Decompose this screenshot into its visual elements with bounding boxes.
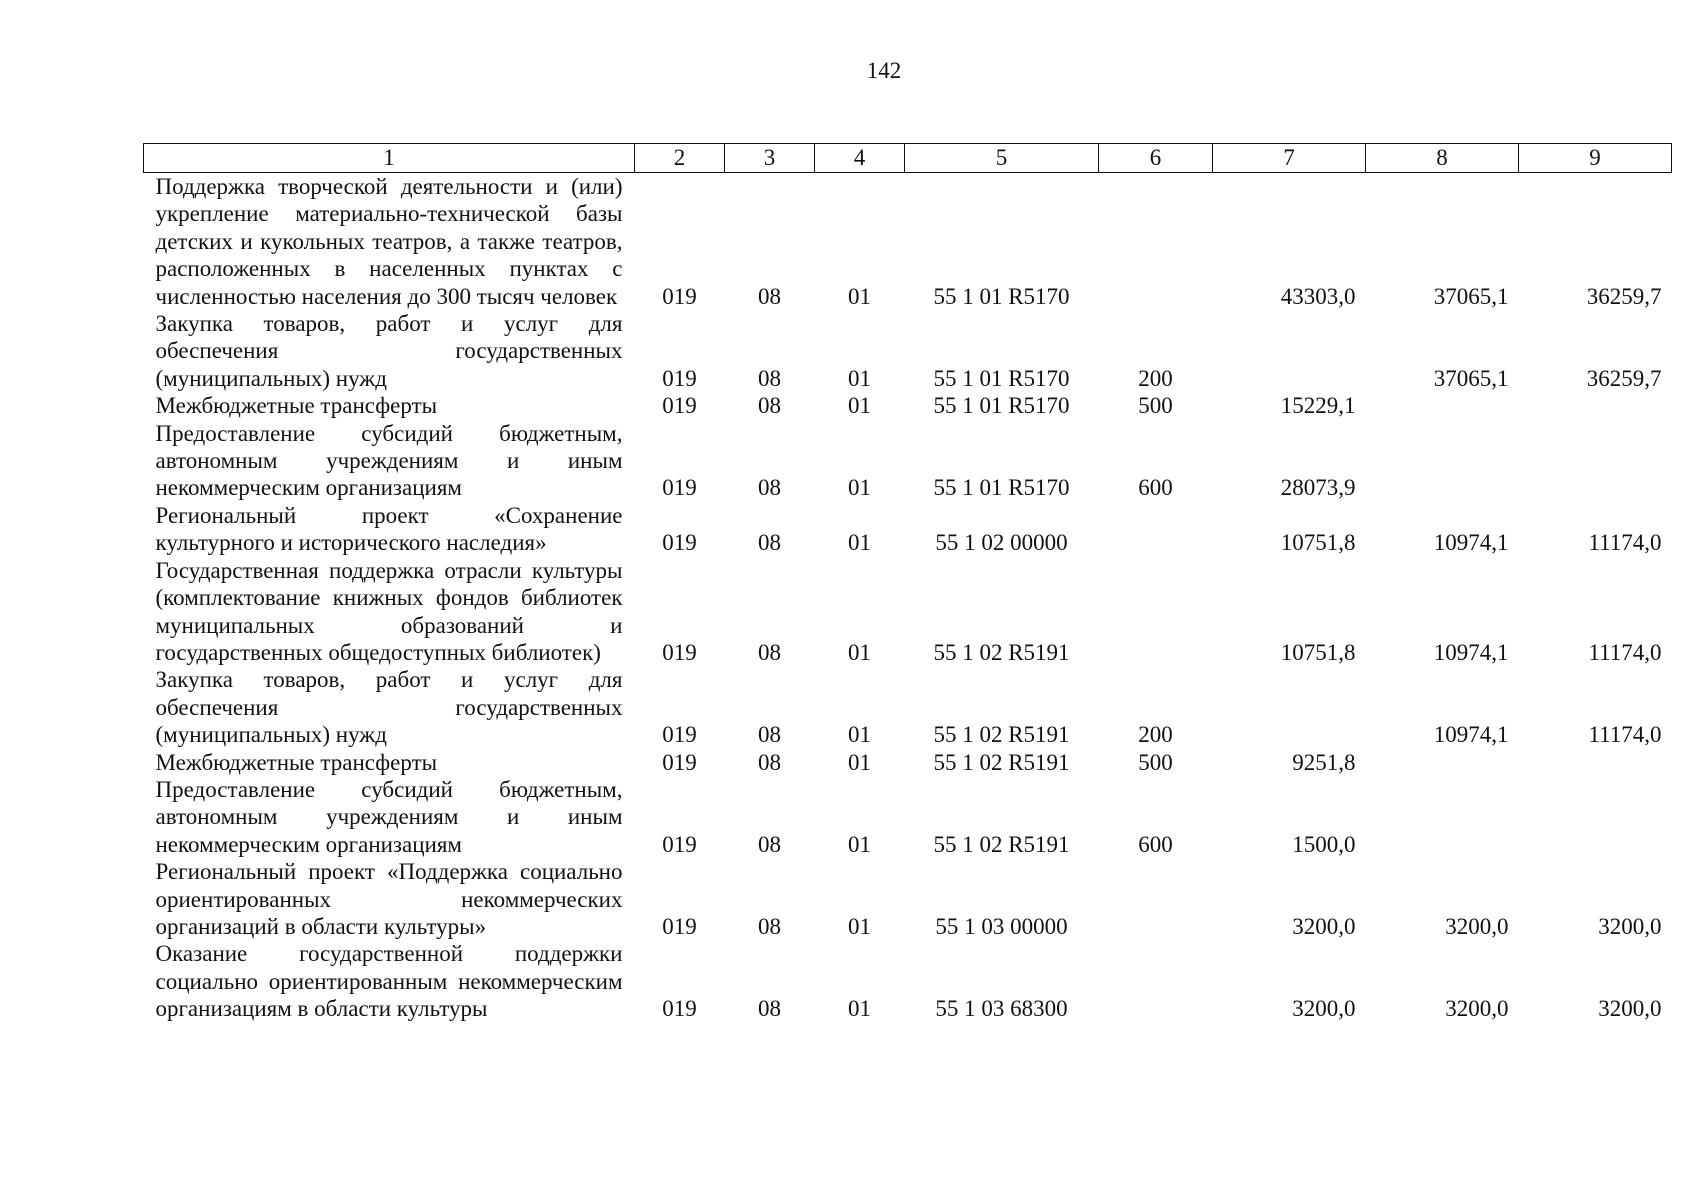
cell-target-code: 55 1 01 R5170 bbox=[933, 365, 1070, 391]
column-header: 4 bbox=[815, 144, 905, 173]
cell-subsection-code: 01 bbox=[848, 530, 871, 556]
cell-amount-9: 11174,0 bbox=[1588, 530, 1662, 556]
page-number: 142 bbox=[866, 58, 902, 83]
cell-amount-7: 43303,0 bbox=[1280, 283, 1356, 309]
row-name: Государственная поддержка отрасли культуры (комплектование книжных фондов библиотек муниципальных образований и государственных общедоступных библиотек) bbox=[155, 557, 623, 665]
cell-expense-type: 200 bbox=[1138, 722, 1173, 748]
header-row bbox=[144, 144, 1672, 173]
table-row bbox=[144, 392, 1672, 419]
cell-expense-type: 600 bbox=[1138, 831, 1173, 857]
cell-amount-8 bbox=[1366, 392, 1519, 419]
table-row bbox=[144, 173, 1672, 311]
cell-section-code: 08 bbox=[758, 475, 781, 501]
cell-target-code: 55 1 03 68300 bbox=[935, 996, 1068, 1022]
cell-target-code: 55 1 01 R5170 bbox=[933, 393, 1070, 419]
cell-amount-9: 3200,0 bbox=[1598, 996, 1662, 1022]
cell-amount-9 bbox=[1519, 776, 1672, 858]
cell-expense-type: 200 bbox=[1138, 365, 1173, 391]
column-header: 6 bbox=[1099, 144, 1213, 173]
cell-amount-7: 3200,0 bbox=[1292, 996, 1356, 1022]
cell-amount-8: 37065,1 bbox=[1433, 365, 1509, 391]
cell-target-code: 55 1 02 R5191 bbox=[933, 831, 1070, 857]
cell-ministry-code: 019 bbox=[662, 393, 697, 419]
row-name: Региональный проект «Поддержка социально ориентированных некоммерческих организаций в области культуры» bbox=[155, 859, 623, 939]
cell-amount-9: 36259,7 bbox=[1586, 283, 1662, 309]
column-header: 3 bbox=[725, 144, 815, 173]
cell-amount-8: 37065,1 bbox=[1433, 283, 1509, 309]
cell-amount-8: 10974,1 bbox=[1433, 722, 1509, 748]
row-name: Закупка товаров, работ и услуг для обеспечения государственных (муниципальных) нужд bbox=[155, 311, 623, 391]
cell-amount-9 bbox=[1519, 749, 1672, 776]
cell-ministry-code: 019 bbox=[662, 639, 697, 665]
cell-ministry-code: 019 bbox=[662, 913, 697, 939]
table-row bbox=[144, 776, 1672, 858]
cell-amount-9: 11174,0 bbox=[1588, 722, 1662, 748]
cell-amount-7: 1500,0 bbox=[1292, 831, 1356, 857]
cell-section-code: 08 bbox=[758, 722, 781, 748]
cell-amount-8 bbox=[1366, 749, 1519, 776]
cell-ministry-code: 019 bbox=[662, 283, 697, 309]
cell-section-code: 08 bbox=[758, 913, 781, 939]
cell-subsection-code: 01 bbox=[848, 913, 871, 939]
cell-target-code: 55 1 02 00000 bbox=[935, 530, 1068, 556]
cell-subsection-code: 01 bbox=[848, 831, 871, 857]
cell-ministry-code: 019 bbox=[662, 475, 697, 501]
cell-ministry-code: 019 bbox=[662, 996, 697, 1022]
cell-amount-7: 3200,0 bbox=[1292, 913, 1356, 939]
row-name: Предоставление субсидий бюджетным, автономным учреждениям и иным некоммерческим организациям bbox=[155, 776, 623, 857]
row-name: Предоставление субсидий бюджетным, автономным учреждениям и иным некоммерческим организациям bbox=[155, 420, 623, 501]
table-row bbox=[144, 502, 1672, 557]
row-name: Оказание государственной поддержки социально ориентированным некоммерческим организациям в области культуры bbox=[155, 941, 623, 1022]
cell-ministry-code: 019 bbox=[662, 530, 697, 556]
cell-section-code: 08 bbox=[758, 393, 781, 419]
cell-amount-9 bbox=[1519, 420, 1672, 502]
cell-amount-8: 10974,1 bbox=[1433, 639, 1509, 665]
cell-amount-7: 10751,8 bbox=[1280, 530, 1356, 556]
cell-expense-type: 500 bbox=[1138, 749, 1173, 775]
cell-amount-9: 3200,0 bbox=[1598, 913, 1662, 939]
cell-target-code: 55 1 02 R5191 bbox=[933, 722, 1070, 748]
cell-ministry-code: 019 bbox=[662, 749, 697, 775]
cell-expense-type bbox=[1099, 502, 1213, 557]
cell-amount-8: 10974,1 bbox=[1433, 530, 1509, 556]
cell-subsection-code: 01 bbox=[848, 283, 871, 309]
cell-target-code: 55 1 02 R5191 bbox=[933, 639, 1070, 665]
table-row bbox=[144, 940, 1672, 1022]
cell-target-code: 55 1 01 R5170 bbox=[933, 283, 1070, 309]
budget-table bbox=[143, 143, 1672, 1023]
row-name: Межбюджетные трансферты bbox=[155, 749, 438, 775]
column-header: 8 bbox=[1366, 144, 1519, 173]
cell-section-code: 08 bbox=[758, 639, 781, 665]
column-header: 2 bbox=[635, 144, 725, 173]
cell-section-code: 08 bbox=[758, 365, 781, 391]
cell-amount-7: 9251,8 bbox=[1292, 749, 1356, 775]
cell-expense-type bbox=[1099, 940, 1213, 1022]
cell-expense-type: 600 bbox=[1138, 475, 1173, 501]
table-row bbox=[144, 666, 1672, 748]
cell-amount-9: 36259,7 bbox=[1586, 365, 1662, 391]
cell-amount-8: 3200,0 bbox=[1445, 913, 1509, 939]
cell-expense-type bbox=[1099, 173, 1213, 311]
cell-amount-7 bbox=[1213, 666, 1366, 748]
cell-section-code: 08 bbox=[758, 996, 781, 1022]
cell-amount-7: 10751,8 bbox=[1280, 639, 1356, 665]
cell-expense-type bbox=[1099, 557, 1213, 667]
cell-amount-8 bbox=[1366, 420, 1519, 502]
row-name: Межбюджетные трансферты bbox=[155, 393, 438, 419]
cell-subsection-code: 01 bbox=[848, 722, 871, 748]
cell-subsection-code: 01 bbox=[848, 365, 871, 391]
column-header: 5 bbox=[905, 144, 1099, 173]
cell-amount-8 bbox=[1366, 776, 1519, 858]
column-header: 9 bbox=[1519, 144, 1672, 173]
cell-amount-7: 15229,1 bbox=[1280, 393, 1356, 419]
cell-amount-7 bbox=[1213, 310, 1366, 392]
cell-target-code: 55 1 01 R5170 bbox=[933, 475, 1070, 501]
column-header: 7 bbox=[1213, 144, 1366, 173]
cell-subsection-code: 01 bbox=[848, 639, 871, 665]
cell-expense-type bbox=[1099, 858, 1213, 940]
cell-subsection-code: 01 bbox=[848, 393, 871, 419]
cell-ministry-code: 019 bbox=[662, 722, 697, 748]
table-row bbox=[144, 557, 1672, 667]
cell-amount-8: 3200,0 bbox=[1445, 996, 1509, 1022]
cell-ministry-code: 019 bbox=[662, 831, 697, 857]
row-name: Закупка товаров, работ и услуг для обеспечения государственных (муниципальных) нужд bbox=[155, 667, 623, 748]
cell-section-code: 08 bbox=[758, 749, 781, 775]
cell-section-code: 08 bbox=[758, 530, 781, 556]
cell-amount-9: 11174,0 bbox=[1588, 639, 1662, 665]
row-name: Поддержка творческой деятельности и (или) укрепление материально-технической базы детских и кукольных театров, а также театров, расположенных в населенных пунктах с численностью населения до 300 тысяч человек bbox=[155, 174, 623, 309]
table-row bbox=[144, 310, 1672, 392]
table-row bbox=[144, 749, 1672, 776]
cell-subsection-code: 01 bbox=[848, 475, 871, 501]
cell-amount-9 bbox=[1519, 392, 1672, 419]
cell-target-code: 55 1 02 R5191 bbox=[933, 749, 1070, 775]
column-header: 1 bbox=[144, 144, 635, 173]
table-row bbox=[144, 858, 1672, 940]
cell-target-code: 55 1 03 00000 bbox=[935, 913, 1068, 939]
cell-subsection-code: 01 bbox=[848, 996, 871, 1022]
cell-section-code: 08 bbox=[758, 283, 781, 309]
cell-amount-7: 28073,9 bbox=[1280, 475, 1356, 501]
cell-subsection-code: 01 bbox=[848, 749, 871, 775]
cell-ministry-code: 019 bbox=[662, 365, 697, 391]
row-name: Региональный проект «Сохранение культурного и исторического наследия» bbox=[155, 502, 623, 556]
table-row bbox=[144, 420, 1672, 502]
cell-section-code: 08 bbox=[758, 831, 781, 857]
cell-expense-type: 500 bbox=[1138, 393, 1173, 419]
